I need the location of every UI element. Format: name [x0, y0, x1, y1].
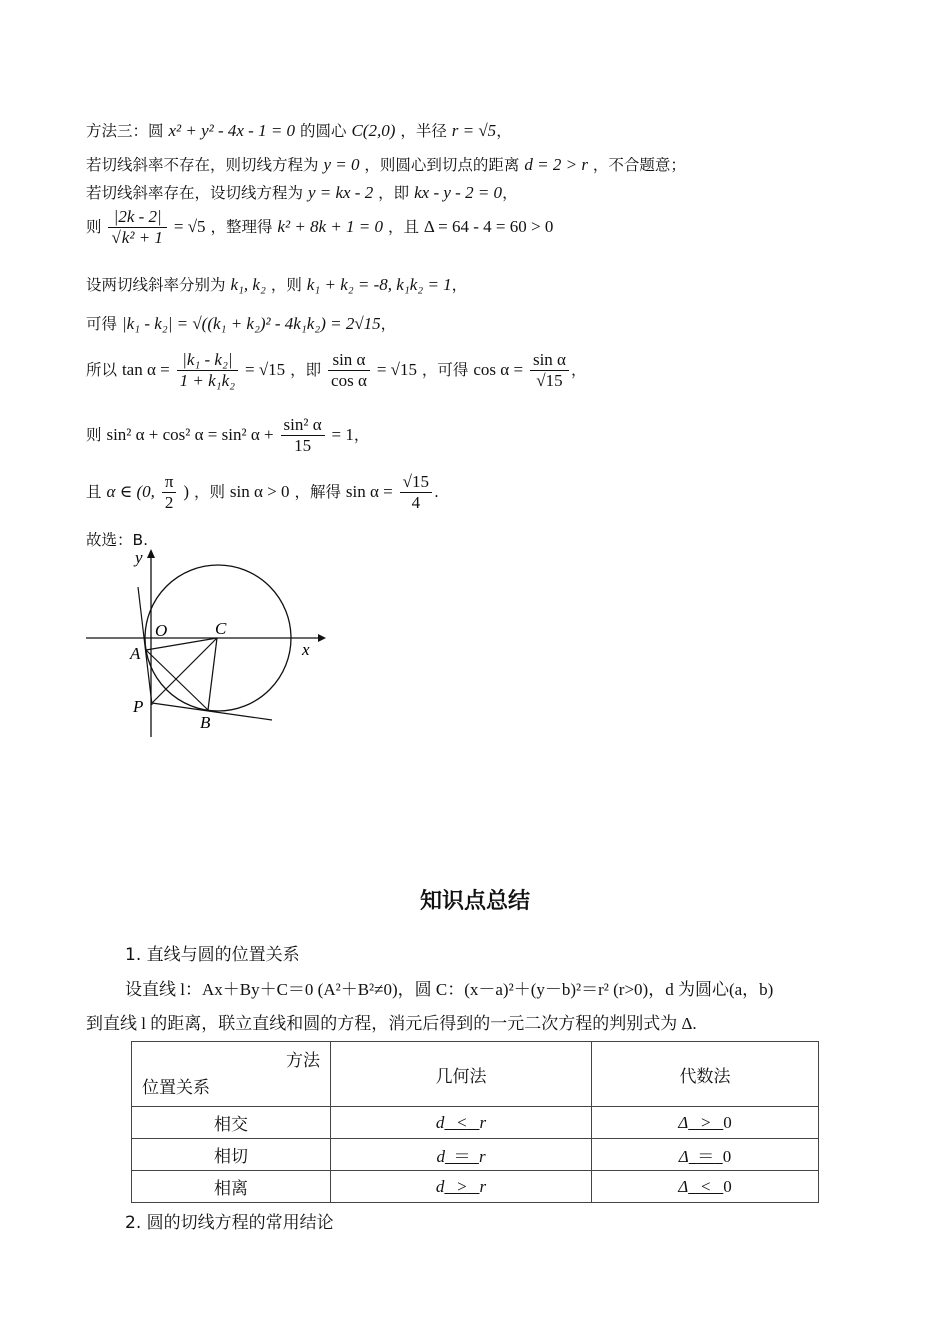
label-p: P — [133, 697, 144, 716]
segment-cb — [208, 638, 217, 710]
text: 方法三：圆 — [86, 122, 164, 140]
solution-line-7: 所以 tan α = $\frac{\text{|k₁ - k₂|}}{\text{1 + k₁k₂}}$ = √15 ，即 $\frac{\text{sin α}}{\text{cos α}}$ = √15 ，可得 cos α = $\frac{\text{sin α}}{√15}$ ， — [86, 350, 587, 390]
text: ，不合题意； — [592, 156, 686, 174]
header-relation: 位置关系 — [142, 1078, 210, 1098]
equation: = √5 — [173, 217, 206, 236]
radius: r = √5 — [451, 121, 497, 140]
text: ，则 — [193, 483, 225, 501]
text: 设两切线斜率分别为 — [86, 276, 226, 294]
text: 且 — [86, 483, 102, 501]
summary-paragraph-2: 到直线 l 的距离，联立直线和圆的方程，消元后得到的一元二次方程的判别式为 Δ. — [86, 1014, 697, 1033]
fraction: $\frac{√15}{4}$ — [400, 472, 432, 513]
text: 则 — [86, 218, 102, 236]
summary-paragraph-1: 设直线 l：Ax＋By＋C＝0 (A²＋B²≠0)，圆 C：(x－a)²＋(y－b)²＝r² (r>0)，d 为圆心(a，b) — [125, 980, 774, 999]
equation: k₁ + k₂ = -8, k₁k₂ = 1 — [306, 275, 452, 294]
interval-close: ) — [183, 482, 190, 501]
header-geometric: 几何法 — [331, 1042, 592, 1107]
text: 则 — [86, 426, 102, 444]
equation: |k₁ - k₂| = √((k₁ + k₂)² - 4k₁k₂) = 2√15 — [121, 314, 381, 333]
label-y: y — [135, 548, 143, 567]
equation: tan α = — [121, 360, 170, 379]
solution-line-2 — [86, 153, 686, 175]
text: ，解得 — [294, 483, 341, 501]
table-header-row — [132, 1042, 819, 1107]
alg-cell: Δ > 0 — [592, 1107, 819, 1139]
equation: k² + 8k + 1 = 0 — [277, 217, 384, 236]
label-a: A — [130, 644, 141, 663]
circle-equation: x² + y² - 4x - 1 = 0 — [168, 121, 296, 140]
equation: y = kx - 2 — [307, 183, 374, 202]
label-c: C — [215, 619, 227, 638]
alg-cell: Δ < 0 — [592, 1171, 819, 1203]
equation: kx - y - 2 = 0 — [414, 183, 503, 202]
circle-center: C(2,0) — [351, 121, 396, 140]
solution-line-8: 则 sin² α + cos² α = sin² α + $\frac{\text{sin² α}}{15}$ = 1， — [86, 415, 370, 455]
equation: = 1 — [331, 425, 354, 444]
fraction: $\frac{|2k - 2|}{\text{√k² + 1}}$ — [108, 207, 166, 248]
equation: sin² α + cos² α = sin² α + — [106, 425, 274, 444]
geometry-figure — [80, 545, 330, 745]
summary-item-2: 2. 圆的切线方程的常用结论 — [125, 1213, 334, 1233]
section-title: 知识点总结 — [419, 889, 530, 914]
table-row — [132, 1171, 819, 1203]
row-name: 相离 — [132, 1171, 331, 1203]
equation: = √15 — [376, 360, 417, 379]
slopes: k₁, k₂ — [230, 275, 266, 294]
geo-cell: d < r — [331, 1107, 592, 1139]
text: 的圆心 — [300, 122, 347, 140]
inequality: sin α > 0 — [229, 482, 290, 501]
solution-line-3: 若切线斜率存在，设切线方程为 y = kx - 2 ，即 kx - y - 2 = 0， — [86, 183, 518, 202]
solution-line-4 — [86, 207, 553, 248]
label-x: x — [302, 640, 310, 659]
text: ，则圆心到切点的距离 — [364, 156, 520, 174]
fraction: $\frac{\text{|k₁ - k₂|}}{\text{1 + k₁k₂}}$ — [177, 350, 238, 391]
equation: y = 0 — [323, 155, 360, 174]
fraction: $\frac{\pi}{2}$ — [162, 472, 177, 513]
solution-line-5: 设两切线斜率分别为 k₁, k₂ ，则 k₁ + k₂ = -8, k₁k₂ = 1， — [86, 275, 468, 294]
alg-cell: Δ ＝ 0 — [592, 1139, 819, 1171]
equation: = √15 — [244, 360, 286, 379]
header-algebraic: 代数法 — [592, 1042, 819, 1107]
text: 可得 — [86, 315, 118, 333]
table-corner-cell — [132, 1042, 331, 1107]
x-axis-arrow — [318, 634, 326, 642]
label-b: B — [200, 713, 211, 732]
position-relation-table — [131, 1041, 819, 1203]
tangent-line-pb — [152, 703, 272, 720]
geo-cell: d ＝ r — [331, 1139, 592, 1171]
text: ，且 — [387, 218, 419, 236]
text: ，整理得 — [210, 218, 273, 236]
discriminant: Δ = 64 - 4 = 60 > 0 — [423, 217, 554, 236]
segment-ab — [146, 650, 208, 710]
label-o: O — [155, 621, 168, 640]
text: ，半径 — [400, 122, 447, 140]
fraction: $\frac{\text{sin α}}{\text{cos α}}$ — [328, 350, 370, 391]
header-method: 方法 — [286, 1051, 320, 1071]
geo-cell: d > r — [331, 1171, 592, 1203]
interval: α ∈ (0, — [106, 482, 155, 501]
fraction: $\frac{\text{sin² α}}{15}$ — [281, 415, 325, 456]
table-row — [132, 1107, 819, 1139]
text: ，即 — [290, 361, 322, 379]
fraction: $\frac{\text{sin α}}{√15}$ — [530, 350, 569, 391]
row-name: 相交 — [132, 1107, 331, 1139]
equation: cos α = — [473, 360, 524, 379]
text: 所以 — [86, 361, 118, 379]
text: ，即 — [378, 184, 410, 202]
equation: sin α = — [345, 482, 393, 501]
text: 若切线斜率存在，设切线方程为 — [86, 184, 304, 202]
row-name: 相切 — [132, 1139, 331, 1171]
solution-line-9: 且 α ∈ (0, $\frac{\pi}{2}$ ) ，则 sin α > 0 ，解得 sin α = $\frac{√15}{4}$ . — [86, 472, 439, 512]
summary-item-1: 1. 直线与圆的位置关系 — [125, 945, 300, 965]
solution-line-6: 可得 |k₁ - k₂| = √((k₁ + k₂)² - 4k₁k₂) = 2√15， — [86, 314, 397, 333]
text: 若切线斜率不存在，则切线方程为 — [86, 156, 319, 174]
solution-line-1: 方法三：圆 x² + y² - 4x - 1 = 0 的圆心 C(2,0) ，半径 r = √5， — [86, 121, 512, 140]
text: ，可得 — [421, 361, 469, 379]
equation: d = 2 > r — [524, 155, 588, 174]
answer: 故选：B. — [86, 531, 149, 549]
text: ，则 — [270, 276, 302, 294]
y-axis-arrow — [147, 549, 155, 558]
table-row — [132, 1139, 819, 1171]
